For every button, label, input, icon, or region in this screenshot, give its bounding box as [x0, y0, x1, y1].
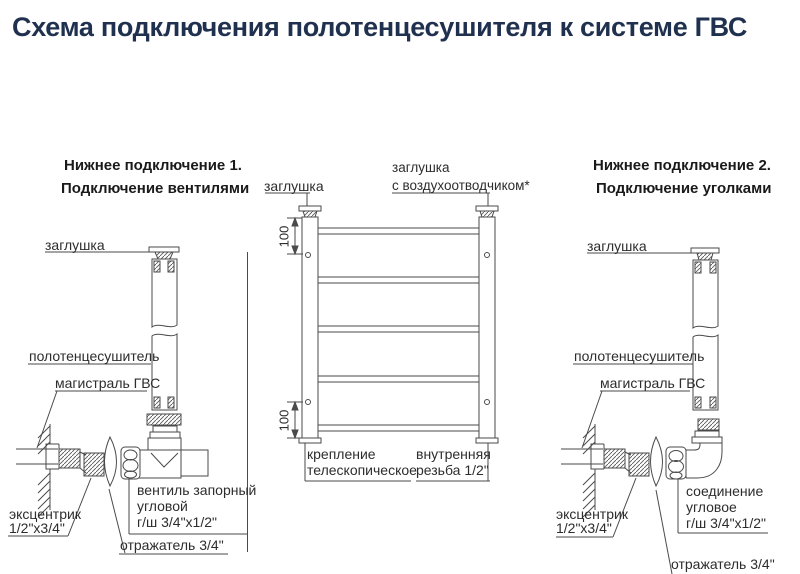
plug-cap-left [149, 247, 179, 259]
wall-left [38, 424, 50, 517]
radiator-cap-left [299, 206, 321, 217]
radiator-foot-right [476, 438, 498, 443]
label-towel-rail-left: полотенцесушитель [29, 348, 160, 364]
label-air-vent-2: с воздухоотводчиком* [392, 178, 530, 193]
elbow-thread [698, 419, 719, 430]
reflector-left [105, 437, 117, 486]
radiator-foot-left [299, 438, 321, 443]
label-plug-center-left: заглушка [264, 178, 324, 194]
label-eccentric-left-1: эксцентрик [9, 506, 81, 522]
corner-connector [666, 443, 722, 479]
label-valve-1: вентиль запорный [137, 482, 257, 498]
center-radiator-drawing [265, 193, 498, 481]
collar-1-left [153, 426, 177, 432]
label-elbow-2: угловое [686, 499, 737, 515]
radiator-crossbars [318, 228, 479, 431]
radiator-cap-right [476, 206, 498, 217]
label-reflector-right: отражатель 3/4" [671, 556, 775, 572]
wall-right [583, 424, 595, 517]
label-hws-main-right: магистраль ГВС [600, 375, 706, 391]
page-title: Схема подключения полотенцесушителя к системе ГВС [12, 12, 748, 42]
collar-2-left [150, 432, 180, 438]
label-thread-2: резьба 1/2" [416, 462, 489, 478]
right-heading-line1: Нижнее подключение 2. [593, 157, 771, 174]
radiator-rail-left [302, 217, 318, 438]
label-thread-1: внутренняя [416, 446, 491, 462]
label-mount-2: телескопическое [307, 462, 417, 478]
right-heading-line2: Подключение уголками [596, 180, 772, 197]
union-nut-left [147, 414, 181, 425]
label-reflector-left: отражатель 3/4" [120, 537, 224, 553]
label-eccentric-left-2: 1/2"x3/4" [9, 520, 65, 536]
label-mount-1: крепление [307, 446, 376, 462]
eccentric-right [604, 449, 649, 476]
leader-hws-main-left-diag [37, 391, 57, 448]
label-plug-right: заглушка [587, 238, 647, 254]
label-towel-rail-right: полотенцесушитель [574, 348, 705, 364]
dim-label-top: 100 [276, 225, 292, 248]
leader-reflector-right-diag [656, 490, 672, 574]
eccentric-left [59, 449, 104, 476]
angle-valve [121, 438, 208, 479]
left-heading-line2: Подключение вентилями [61, 180, 250, 197]
label-valve-3: г/ш 3/4"x1/2" [137, 514, 217, 530]
label-air-vent-1: заглушка [392, 160, 450, 175]
left-heading-line1: Нижнее подключение 1. [64, 157, 242, 174]
label-plug-left: заглушка [45, 237, 105, 253]
elbow-ring-2 [692, 437, 722, 443]
label-elbow-3: г/ш 3/4"x1/2" [686, 515, 766, 531]
label-eccentric-right-1: эксцентрик [556, 506, 628, 522]
label-hws-main-left: магистраль ГВС [55, 375, 161, 391]
label-elbow-1: соединение [686, 483, 764, 499]
leader-hws-main-right-diag [582, 391, 602, 448]
plug-cap-right [691, 248, 719, 260]
elbow-ring-1 [695, 431, 719, 437]
label-eccentric-right-2: 1/2"x3/4" [556, 520, 612, 536]
dim-label-bottom: 100 [276, 409, 292, 432]
reflector-right [651, 437, 663, 486]
label-valve-2: угловой [137, 498, 188, 514]
